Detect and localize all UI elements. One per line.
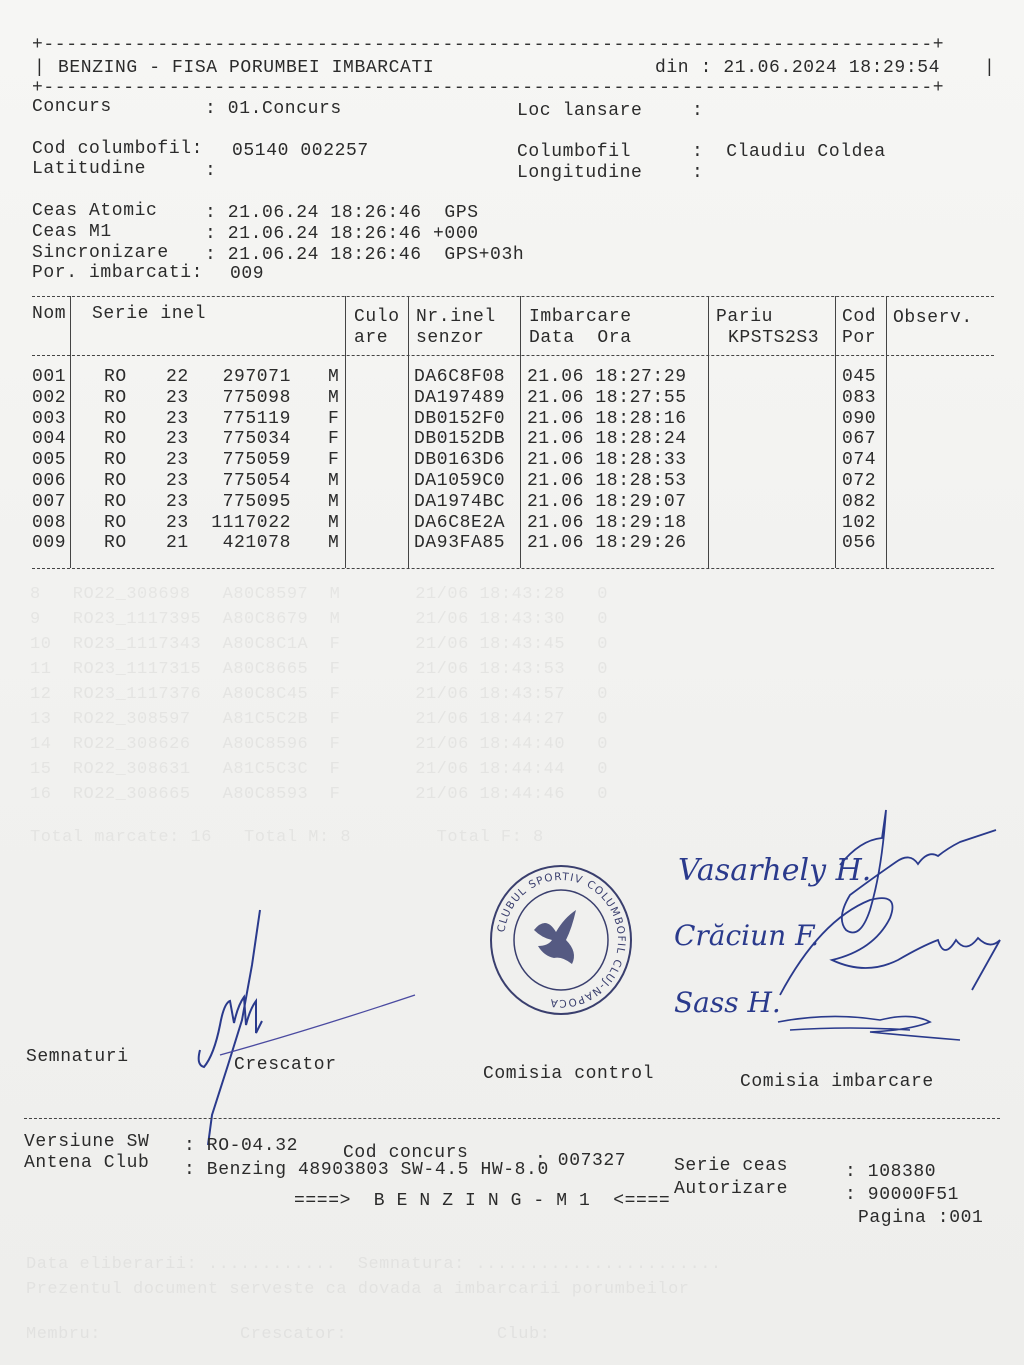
cell-datetime: 21.06 18:27:29	[527, 367, 687, 387]
cell-nom: 004	[32, 429, 67, 449]
cell-ring: 1117022	[211, 513, 291, 533]
sincronizare-value: : 21.06.24 18:26:46 GPS+03h	[205, 245, 525, 265]
column-separator	[408, 296, 409, 568]
cell-cod: 090	[842, 409, 877, 429]
cell-cod: 083	[842, 388, 877, 408]
column-separator	[835, 296, 836, 568]
show-through-text: Membru: Crescator: Club:	[26, 1325, 551, 1344]
cell-nom: 007	[32, 492, 67, 512]
cell-nom: 006	[32, 471, 67, 491]
cod-concurs-label: Cod concurs	[343, 1143, 469, 1163]
col-header-nr-inel: Nr.inel	[416, 307, 496, 327]
latitudine-label: Latitudine	[32, 159, 147, 179]
show-through-text: Prezentul document serveste ca dovada a imbarcarii porumbeilor	[26, 1280, 690, 1299]
cell-senzor: DB0152DB	[414, 429, 506, 449]
column-separator	[886, 296, 887, 568]
cell-senzor: DA197489	[414, 388, 506, 408]
col-header-por: Por	[842, 328, 877, 348]
header-right-bar: |	[984, 58, 996, 78]
signature-vasarhely: Vasarhely H.	[678, 853, 872, 888]
cell-datetime: 21.06 18:27:55	[527, 388, 687, 408]
cell-country: RO	[104, 367, 127, 387]
cell-year: 23	[166, 471, 189, 491]
show-through-text: 12 RO23_1117376 A80C8C45 F 21/06 18:43:57 0	[30, 685, 608, 704]
cell-senzor: DA6C8E2A	[414, 513, 506, 533]
table-top-rule	[32, 296, 994, 297]
col-header-kpsts: KPSTS2S3	[728, 328, 820, 348]
cell-ring: 297071	[222, 367, 291, 387]
header-top-border: +------------------------------------------------------------------------------+	[32, 35, 945, 55]
column-separator	[70, 296, 71, 568]
cod-concurs-value: : 007327	[535, 1151, 627, 1171]
benzing-banner: ====> B E N Z I N G - M 1 <====	[294, 1191, 671, 1211]
header-bottom-border: +------------------------------------------------------------------------------+	[32, 78, 945, 98]
column-separator	[708, 296, 709, 568]
cell-nom: 001	[32, 367, 67, 387]
cell-cod: 056	[842, 533, 877, 553]
cell-cod: 045	[842, 367, 877, 387]
col-header-data-ora: Data Ora	[529, 328, 632, 348]
cell-ring: 775098	[222, 388, 291, 408]
col-header-cod: Cod	[842, 307, 877, 327]
cell-country: RO	[104, 388, 127, 408]
cod-columbofil-value: 05140 002257	[232, 141, 369, 161]
ceas-m1-value: : 21.06.24 18:26:46 +000	[205, 224, 479, 244]
cell-datetime: 21.06 18:28:16	[527, 409, 687, 429]
cell-datetime: 21.06 18:28:33	[527, 450, 687, 470]
cod-columbofil-label: Cod columbofil:	[32, 139, 204, 159]
por-imbarcati-label: Por. imbarcati:	[32, 263, 204, 283]
cell-senzor: DA93FA85	[414, 533, 506, 553]
cell-nom: 005	[32, 450, 67, 470]
cell-country: RO	[104, 409, 127, 429]
cell-senzor: DA6C8F08	[414, 367, 506, 387]
document-title: BENZING - FISA PORUMBEI IMBARCATI	[58, 58, 435, 78]
comisia-imbarcare-label: Comisia imbarcare	[740, 1072, 934, 1092]
columbofil-label: Columbofil	[517, 142, 632, 162]
col-header-senzor: senzor	[416, 328, 485, 348]
cell-country: RO	[104, 533, 127, 553]
show-through-text: 16 RO22_308665 A80C8593 F 21/06 18:44:46 0	[30, 785, 608, 804]
col-header-pariu: Pariu	[716, 307, 774, 327]
col-header-imbarcare: Imbarcare	[529, 307, 632, 327]
show-through-text: 10 RO23_1117343 A80C8C1A F 21/06 18:43:45 0	[30, 635, 608, 654]
cell-country: RO	[104, 450, 127, 470]
table-header-rule	[32, 355, 994, 356]
longitudine-label: Longitudine	[517, 163, 643, 183]
pigeon-emblem	[534, 910, 576, 964]
cell-ring: 775034	[222, 429, 291, 449]
col-header-observ: Observ.	[893, 308, 973, 328]
antena-label: Antena Club	[24, 1153, 150, 1173]
concurs-value: : 01.Concurs	[205, 99, 342, 119]
commission-signatures	[660, 800, 1010, 1050]
ceas-atomic-value: : 21.06.24 18:26:46 GPS	[205, 203, 479, 223]
table-bottom-rule	[32, 568, 994, 569]
cell-senzor: DB0163D6	[414, 450, 506, 470]
cell-senzor: DA1059C0	[414, 471, 506, 491]
sincronizare-label: Sincronizare	[32, 243, 169, 263]
columbofil-value: : Claudiu Coldea	[692, 142, 886, 162]
signature-sass: Sass H.	[674, 986, 781, 1019]
crescator-label: Crescator	[234, 1055, 337, 1075]
show-through-text: 13 RO22_308597 A81C5C2B F 21/06 18:44:27 0	[30, 710, 608, 729]
footer-rule	[24, 1118, 1000, 1119]
column-separator	[520, 296, 521, 568]
cell-nom: 009	[32, 533, 67, 553]
col-header-serie-inel: Serie inel	[92, 304, 207, 324]
cell-country: RO	[104, 429, 127, 449]
autorizare-label: Autorizare	[674, 1179, 789, 1199]
cell-ring: 775119	[222, 409, 291, 429]
cell-sex: M	[328, 367, 340, 387]
cell-datetime: 21.06 18:29:07	[527, 492, 687, 512]
cell-year: 23	[166, 429, 189, 449]
longitudine-value: :	[692, 163, 704, 183]
show-through-text: 15 RO22_308631 A81C5C3C F 21/06 18:44:44 0	[30, 760, 608, 779]
cell-cod: 072	[842, 471, 877, 491]
cell-ring: 775059	[222, 450, 291, 470]
autorizare-value: : 90000F51	[845, 1185, 960, 1205]
cell-year: 23	[166, 388, 189, 408]
cell-country: RO	[104, 492, 127, 512]
column-separator	[345, 296, 346, 568]
versiune-value: : RO-04.32	[184, 1136, 299, 1156]
antena-value: : Benzing 48903803 SW-4.5 HW-8.0	[184, 1160, 549, 1180]
cell-year: 23	[166, 409, 189, 429]
loc-lansare-value: :	[692, 101, 704, 121]
print-datetime: din : 21.06.2024 18:29:54	[655, 58, 941, 78]
concurs-label: Concurs	[32, 97, 112, 117]
cell-sex: M	[328, 471, 340, 491]
cell-country: RO	[104, 513, 127, 533]
loc-lansare-label: Loc lansare	[517, 101, 643, 121]
show-through-text: 8 RO22_308698 A80C8597 M 21/06 18:43:28 0	[30, 585, 608, 604]
cell-datetime: 21.06 18:28:53	[527, 471, 687, 491]
semnaturi-label: Semnaturi	[26, 1047, 129, 1067]
versiune-label: Versiune SW	[24, 1132, 150, 1152]
cell-sex: M	[328, 388, 340, 408]
cell-cod: 082	[842, 492, 877, 512]
cell-sex: F	[328, 450, 340, 470]
cell-senzor: DA1974BC	[414, 492, 506, 512]
cell-sex: M	[328, 492, 340, 512]
cell-year: 21	[166, 533, 189, 553]
cell-sex: F	[328, 429, 340, 449]
cell-cod: 074	[842, 450, 877, 470]
por-imbarcati-value: 009	[230, 264, 265, 284]
cell-cod: 067	[842, 429, 877, 449]
serie-ceas-label: Serie ceas	[674, 1156, 789, 1176]
show-through-text: Data eliberarii: ............ Semnatura: .......................	[26, 1255, 722, 1274]
col-header-nom: Nom	[32, 304, 67, 324]
cell-year: 23	[166, 513, 189, 533]
cell-nom: 002	[32, 388, 67, 408]
cell-year: 23	[166, 492, 189, 512]
latitudine-value: :	[205, 161, 217, 181]
show-through-text: 11 RO23_1117315 A80C8665 F 21/06 18:43:53 0	[30, 660, 608, 679]
ceas-m1-label: Ceas M1	[32, 222, 112, 242]
show-through-text: Total marcate: 16 Total M: 8 Total F: 8	[30, 828, 544, 847]
signature-craciun: Crăciun F.	[674, 919, 820, 952]
show-through-text: 14 RO22_308626 A80C8596 F 21/06 18:44:40 0	[30, 735, 608, 754]
cell-nom: 003	[32, 409, 67, 429]
cell-ring: 421078	[222, 533, 291, 553]
cell-datetime: 21.06 18:29:26	[527, 533, 687, 553]
comisia-control-label: Comisia control	[483, 1064, 655, 1084]
serie-ceas-value: : 108380	[845, 1162, 937, 1182]
show-through-text: 9 RO23_1117395 A80C8679 M 21/06 18:43:30 0	[30, 610, 608, 629]
cell-datetime: 21.06 18:29:18	[527, 513, 687, 533]
ceas-atomic-label: Ceas Atomic	[32, 201, 158, 221]
cell-cod: 102	[842, 513, 877, 533]
cell-senzor: DB0152F0	[414, 409, 506, 429]
cell-country: RO	[104, 471, 127, 491]
cell-nom: 008	[32, 513, 67, 533]
cell-sex: M	[328, 513, 340, 533]
stamp-text: CLUBUL SPORTIV COLUMBOFIL CLUJ-NAPOCA	[495, 870, 628, 1010]
cell-sex: M	[328, 533, 340, 553]
col-header-culoare-2: are	[354, 328, 389, 348]
cell-year: 22	[166, 367, 189, 387]
cell-sex: F	[328, 409, 340, 429]
club-stamp	[486, 860, 636, 1020]
col-header-culoare: Culo	[354, 307, 400, 327]
cell-ring: 775054	[222, 471, 291, 491]
cell-year: 23	[166, 450, 189, 470]
page-number: Pagina :001	[858, 1208, 984, 1228]
cell-datetime: 21.06 18:28:24	[527, 429, 687, 449]
cell-ring: 775095	[222, 492, 291, 512]
header-left-bar: |	[34, 58, 46, 78]
